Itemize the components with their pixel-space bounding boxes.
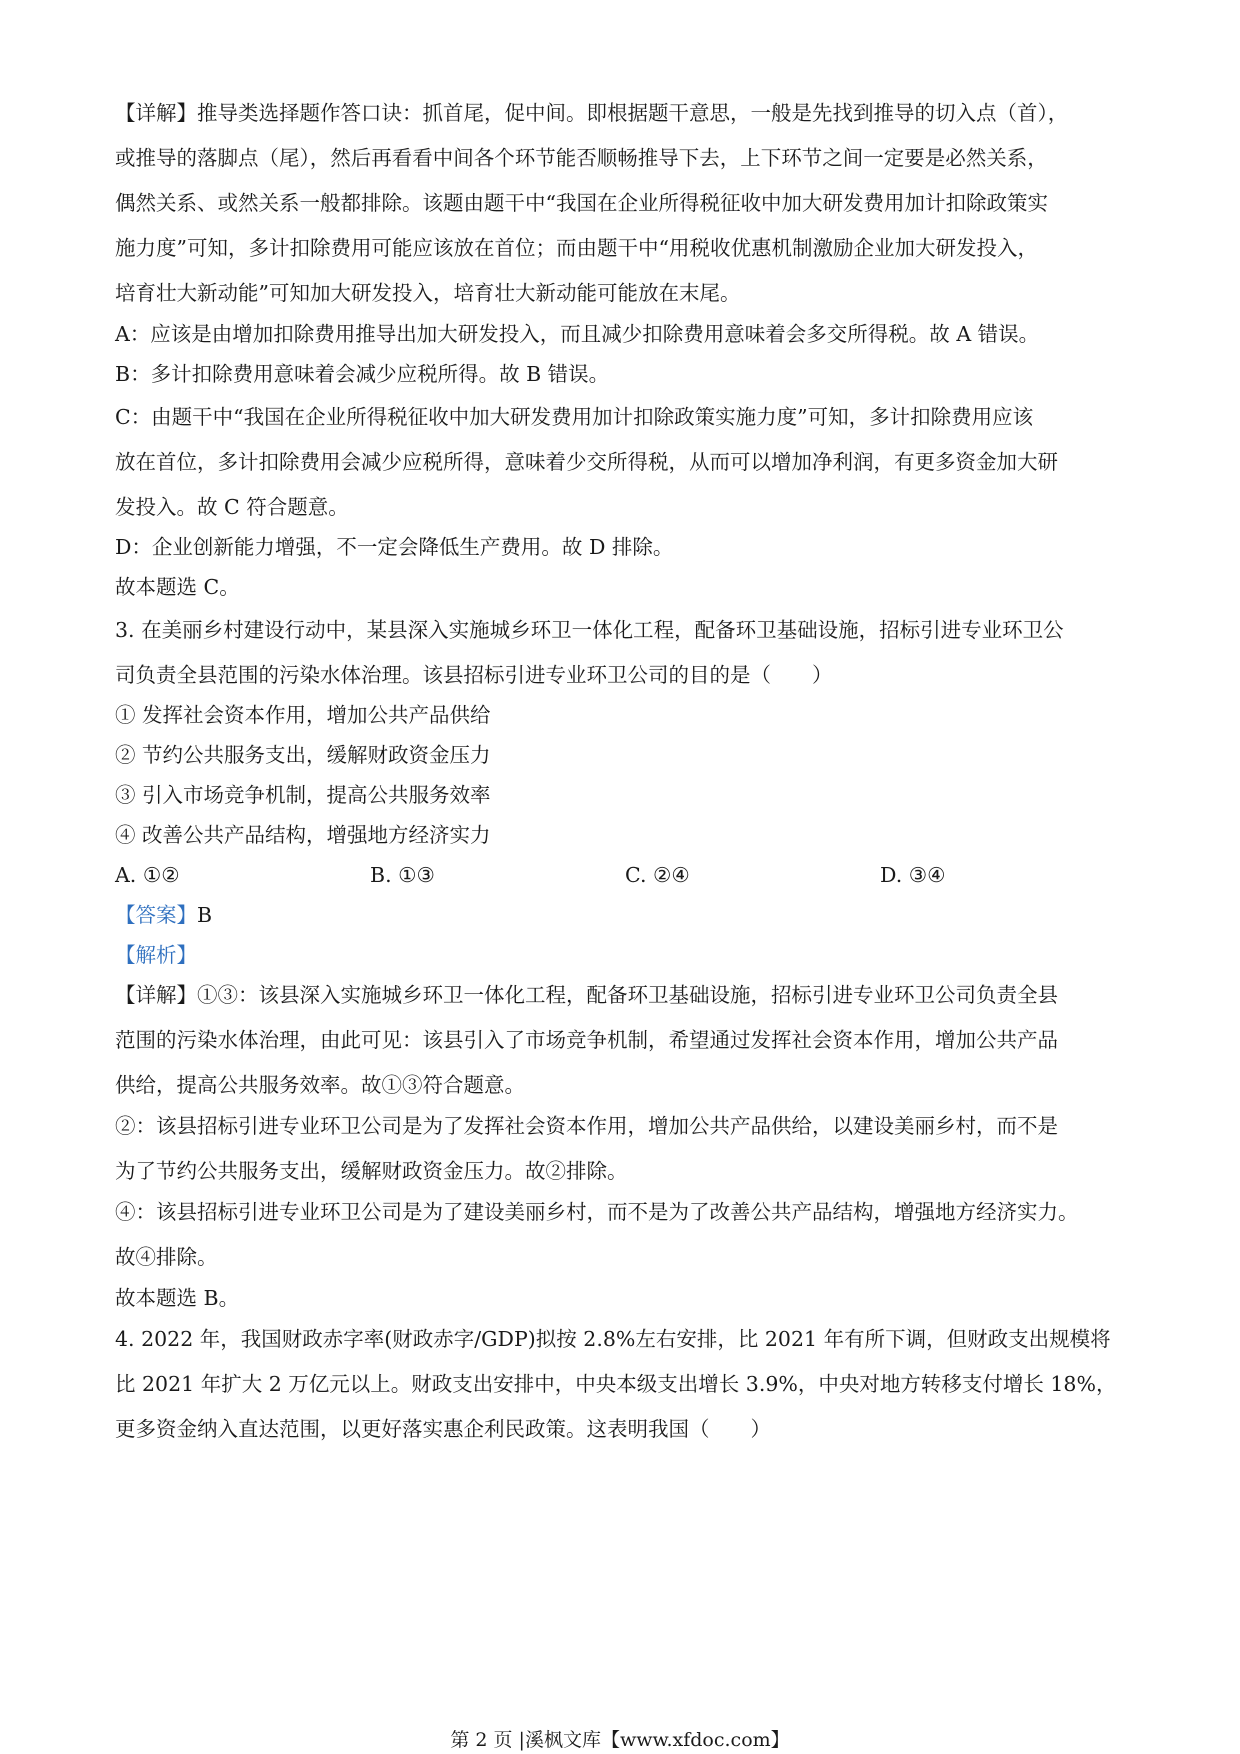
question-3-stem-2: 司负责全县范围的污染水体治理。该县招标引进专业环卫公司的目的是（ ） xyxy=(115,663,833,687)
question-3-options xyxy=(115,860,1135,890)
detail-line-2: 或推导的落脚点（尾），然后再看看中间各个环节能否顺畅推导下去，上下环节之间一定要是必然关系， xyxy=(115,146,1048,170)
answer-label: 【答案】 xyxy=(115,903,197,927)
question-4-stem-1: 4. 2022 年，我国财政赤字率(财政赤字/GDP)拟按 2.8%左右安排，比 2021 年有所下调，但财政支出规模将 xyxy=(115,1327,1111,1351)
statement-4: ④ 改善公共产品结构，增强地方经济实力 xyxy=(115,823,491,847)
option-b: B. ①③ xyxy=(370,863,435,887)
answer-value: B xyxy=(197,903,213,927)
option-c-explanation-3: 发投入。故 C 符合题意。 xyxy=(115,495,349,519)
statement-3: ③ 引入市场竞争机制，提高公共服务效率 xyxy=(115,783,491,807)
question-4-stem-3: 更多资金纳入直达范围，以更好落实惠企利民政策。这表明我国（ ） xyxy=(115,1417,771,1441)
detail-line-4: 施力度”可知，多计扣除费用可能应该放在首位；而由题干中“用税收优惠机制激励企业加大研发投入， xyxy=(115,236,1038,260)
question-4-stem-2: 比 2021 年扩大 2 万亿元以上。财政支出安排中，中央本级支出增长 3.9%，中央对地方转移支付增长 18%， xyxy=(115,1372,1117,1396)
q3-detail-line-3: 供给，提高公共服务效率。故①③符合题意。 xyxy=(115,1073,525,1097)
detail-line-5: 培育壮大新动能”可知加大研发投入，培育壮大新动能可能放在末尾。 xyxy=(115,281,741,305)
q3-detail-line-1: 【详解】①③：该县深入实施城乡环卫一体化工程，配备环卫基础设施，招标引进专业环卫公司负责全县 xyxy=(115,983,1058,1007)
document-page xyxy=(115,98,1135,1444)
conclusion-q3: 故本题选 B。 xyxy=(115,1286,240,1310)
q3-detail-line-4: ②：该县招标引进专业环卫公司是为了发挥社会资本作用，增加公共产品供给，以建设美丽乡村，而不是 xyxy=(115,1114,1058,1138)
statement-2: ② 节约公共服务支出，缓解财政资金压力 xyxy=(115,743,491,767)
option-d: D. ③④ xyxy=(880,863,946,887)
detail-line-3: 偶然关系、或然关系一般都排除。该题由题干中“我国在企业所得税征收中加大研发费用加计扣除政策实 xyxy=(115,191,1048,215)
option-c-explanation-1: C：由题干中“我国在企业所得税征收中加大研发费用加计扣除政策实施力度”可知，多计扣除费用应该 xyxy=(115,405,1034,429)
conclusion-q2: 故本题选 C。 xyxy=(115,575,240,599)
answer-line xyxy=(115,900,1135,930)
option-c: C. ②④ xyxy=(625,863,690,887)
q3-detail-line-5: 为了节约公共服务支出，缓解财政资金压力。故②排除。 xyxy=(115,1159,628,1183)
option-c-explanation-2: 放在首位，多计扣除费用会减少应税所得，意味着少交所得税，从而可以增加净利润，有更多资金加大研 xyxy=(115,450,1058,474)
question-3-stem-1: 3. 在美丽乡村建设行动中，某县深入实施城乡环卫一体化工程，配备环卫基础设施，招标引进专业环卫公 xyxy=(115,618,1064,642)
statement-1: ① 发挥社会资本作用，增加公共产品供给 xyxy=(115,703,491,727)
option-a: A. ①② xyxy=(115,863,180,887)
detail-line-1: 【详解】推导类选择题作答口诀：抓首尾，促中间。即根据题干意思，一般是先找到推导的切入点（首）， xyxy=(115,101,1069,125)
option-d-explanation: D：企业创新能力增强，不一定会降低生产费用。故 D 排除。 xyxy=(115,535,674,559)
option-a-explanation: A：应该是由增加扣除费用推导出加大研发投入，而且减少扣除费用意味着会多交所得税。故 A 错误。 xyxy=(115,322,1040,346)
page-footer: 第 2 页 |溪枫文库【www.xfdoc.com】 xyxy=(450,1729,790,1751)
analysis-label: 【解析】 xyxy=(115,943,197,967)
q3-detail-line-7: 故④排除。 xyxy=(115,1245,218,1269)
q3-detail-line-2: 范围的污染水体治理，由此可见：该县引入了市场竞争机制，希望通过发挥社会资本作用，增加公共产品 xyxy=(115,1028,1058,1052)
option-b-explanation: B：多计扣除费用意味着会减少应税所得。故 B 错误。 xyxy=(115,362,610,386)
q3-detail-line-6: ④：该县招标引进专业环卫公司是为了建设美丽乡村，而不是为了改善公共产品结构，增强地方经济实力。 xyxy=(115,1200,1079,1224)
